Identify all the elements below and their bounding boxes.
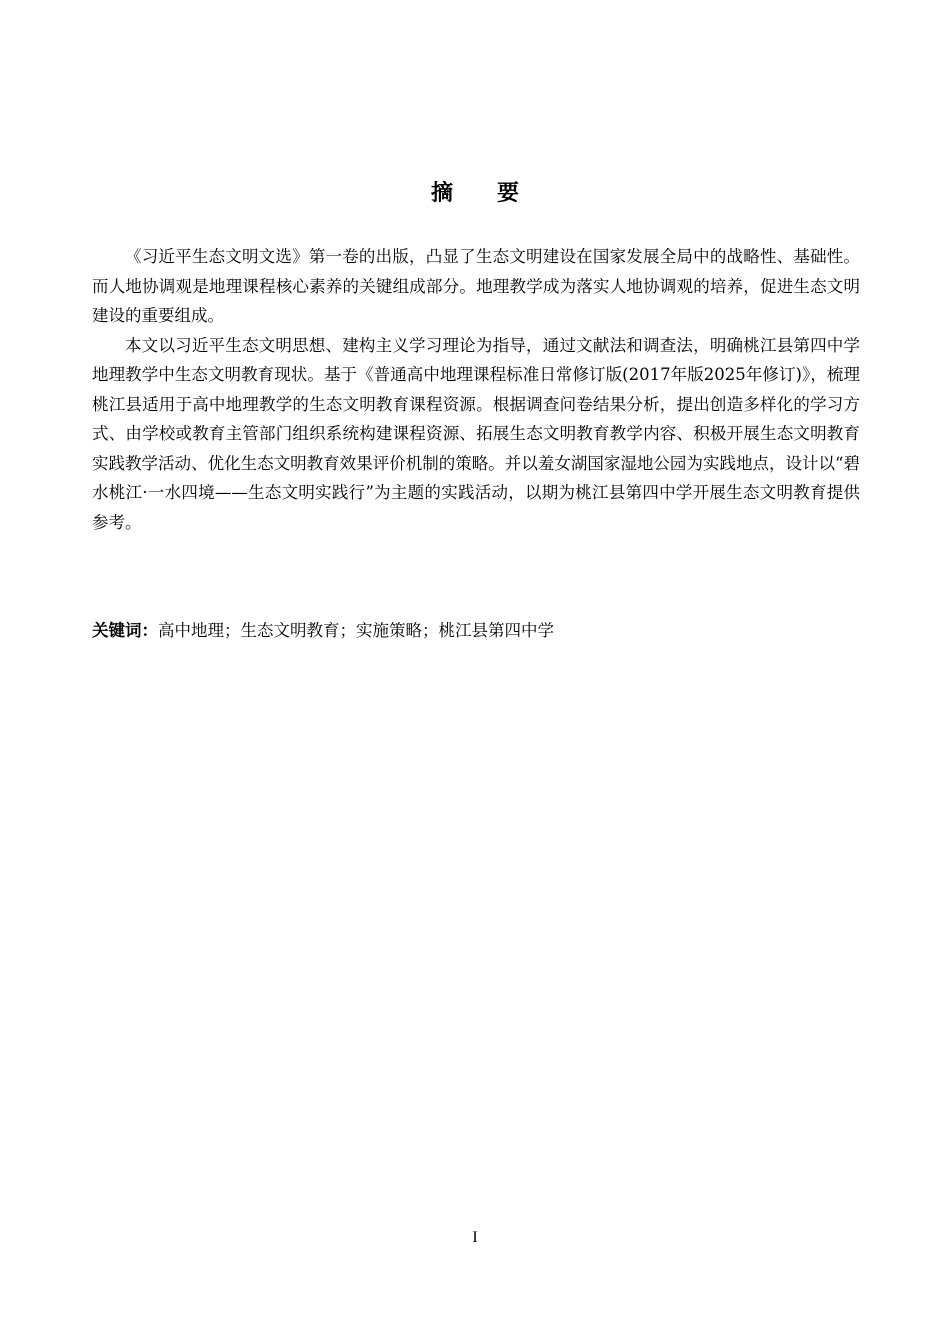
abstract-paragraph-2: 本文以习近平生态文明思想、建构主义学习理论为指导，通过文献法和调查法，明确桃江县第四中学地理教学中生态文明教育现状。基于《普通高中地理课程标准日常修订版(2017年版2025年修订)》，梳理桃江县适用于高中地理教学的生态文明教育课程资源。根据调查问卷结果分析，提出创造多样化的学习方式、由学校或教育主管部门组织系统构建课程资源、拓展生态文明教育教学内容、积极开展生态文明教育实践教学活动、优化生态文明教育效果评价机制的策略。并以羞女湖国家湿地公园为实践地点，设计以“碧水桃江·一水四境——生态文明实践行”为主题的实践活动，以期为桃江县第四中学开展生态文明教育提供参考。 [92, 335, 860, 532]
keywords-line [92, 617, 860, 645]
page-number: I [472, 1229, 478, 1246]
abstract-paragraph-1: 《习近平生态文明文选》第一卷的出版，凸显了生态文明建设在国家发展全局中的战略性、基础性。而人地协调观是地理课程核心素养的关键组成部分。地理教学成为落实人地协调观的培养，促进生态文明建设的重要组成。 [92, 247, 860, 325]
abstract-body [92, 242, 860, 537]
abstract-title: 摘要 [430, 181, 563, 206]
keywords-text: 高中地理；生态文明教育；实施策略；桃江县第四中学 [158, 621, 554, 640]
keywords-label: 关键词： [92, 621, 158, 640]
